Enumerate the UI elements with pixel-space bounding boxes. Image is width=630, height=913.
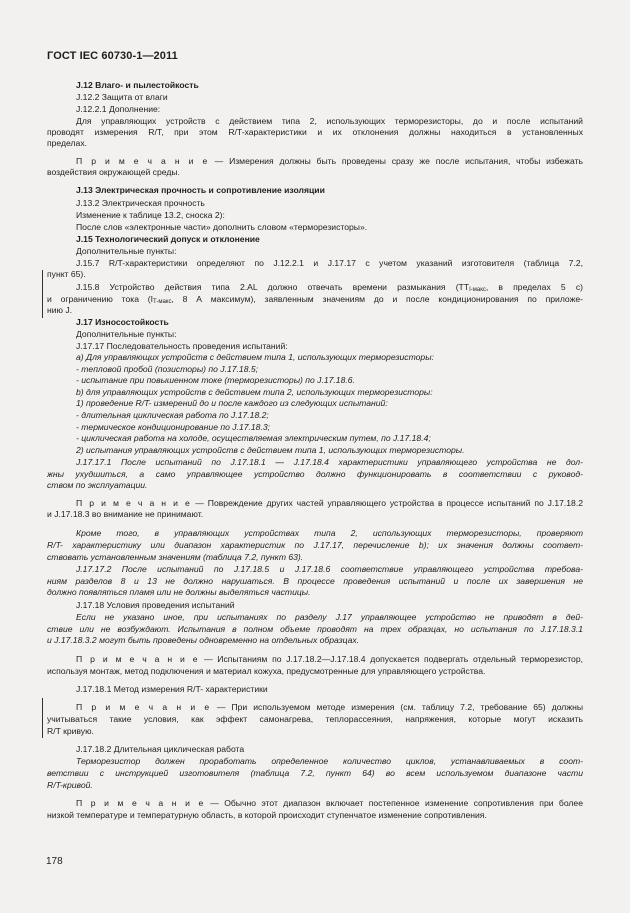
clause-heading: J.17.18.2 Длительная циклическая работа [76,744,245,754]
subsection-heading: J.13.2 Электрическая прочность [76,198,205,208]
text-span: , в пределах 5 с) [485,282,583,292]
text-line: и J.17.18.3.2 могут быть проведены одновременно на отдельных образцах. [47,635,360,645]
note-label: П р и м е ч а н и е [76,654,200,664]
note-line [76,654,583,665]
list-item: 2) испытания управляющих устройств с действием типа 1, использующих терморезисторы. [76,445,465,455]
clause-heading: J.12.2.1 Дополнение: [76,104,161,114]
note-label: П р и м е ч а н и е [76,798,205,808]
text-line: нию J. [47,305,73,315]
note-line [76,798,583,809]
note-text: — Обычно этот диапазон включает постепенное изменение сопротивления при более [204,798,583,808]
text-line: проводят измерения R/T, при этом R/T-характеристики и их отклонения должны находиться в установленных [47,127,583,137]
text-line: ветствии с инструкцией изготовителя (таблица 7.2, пункт 64) во всем используемом диапазоне части [47,768,583,778]
text-line: пункт 65). [47,269,86,279]
text-line: Дополнительные пункты: [76,246,177,256]
text-line: ством по эксплуатации. [47,480,148,490]
revision-bar [42,280,43,318]
subscript: T-макс [153,299,172,305]
section-heading: J.12 Влаго- и пылестойкость [76,80,199,90]
text-line: ствие или не возбуждают. Испытания в полном объеме проводят на трех образцах, но испытания по J.17.18.3.1 [47,624,583,634]
note-line [76,156,583,167]
document-header: ГОСТ IEC 60730-1—2011 [47,50,178,62]
text-line: и J.17.18.3 во внимание не принимают. [47,509,204,519]
clause-heading: J.17.17 Последовательность проведения испытаний: [76,341,288,351]
clause-heading: J.17.18 Условия проведения испытаний [76,600,235,610]
list-item: 1) проведение R/T- измерений до и после каждого из следующих испытаний: [76,398,388,408]
text-line: R/T-кривой. [47,780,93,790]
text-line: Дополнительные пункты: [76,329,177,339]
text-line: ствовать установленным значениям (таблица 7.2, пункт 63). [47,552,304,562]
text-line: воздействия окружающей среды. [47,167,180,177]
section-heading: J.15 Технологический допуск и отклонение [76,234,260,244]
text-line: Если не указано иное, при испытаниях по разделу J.17 управляющее устройство не приводят в дей- [76,612,583,622]
note-text: — Измерения должны быть проведены сразу же после испытания, чтобы избежать [208,156,583,166]
text-line: R/T кривую. [47,726,94,736]
revision-bar [42,698,43,738]
text-line: жны ухудшиться, а само управляющее устройство должно функционировать в соответствии с руковод- [47,469,583,479]
text-line: Терморезистор должен проработать определенное количество циклов, устанавливаемых в соот- [76,756,583,766]
note-label: П р и м е ч а н и е [76,156,209,166]
text-line [47,294,583,305]
text-line: пределах. [47,138,88,148]
list-item: - циклическая работа на холоде, осуществляемая электрическим путем, по J.17.18.4; [76,433,431,443]
text-line: низкой температуре и температурную область, в которой происходит ступенчатое изменение сопротивления. [47,810,487,820]
page-number: 178 [46,856,63,867]
note-text: — Повреждение других частей управляющего устройства в процессе испытаний по J.17.18.2 [191,498,584,508]
text-line: R/T- характеристику или диапазон характеристик по J.17.17, перечисление b); их значения должны соответ- [47,540,583,550]
text-line: используя монтаж, метод подключения и материал кожуха, предусмотренные для управляющего устройства. [47,666,486,676]
note-text: — Испытаниям по J.17.18.2—J.17.18.4 допускается подвергать отдельный терморезистор, [199,654,583,664]
text-line [76,282,583,293]
list-item: b) для управляющих устройств с действием типа 2, использующих терморезисторы: [76,387,433,397]
text-span: и ограничению тока (I [47,294,154,304]
note-label: П р и м е ч а н и е [76,702,211,712]
text-line: Изменение к таблице 13.2, сноска 2): [76,210,225,220]
clause-heading: J.17.18.1 Метод измерения R/T- характеристики [76,684,268,694]
subsection-heading: J.12.2 Защита от влаги [76,92,168,102]
list-item: - тепловой пробой (позисторы) по J.17.18.5; [76,364,259,374]
list-item: а) Для управляющих устройств с действием типа 1, использующих терморезисторы: [76,352,434,362]
text-line: После слов «электронные части» дополнить словом «терморезисторы». [76,222,368,232]
note-line [76,702,583,713]
text-span: J.15.8 Устройство действия типа 2.AL должно отвечать времени размыкания (TT [76,282,470,292]
text-line: Кроме того, в управляющих устройствах типа 2, использующих терморезисторы, проверяют [76,528,583,538]
text-line: должно появляться пламя или не должны выделяться частицы. [47,587,311,597]
note-label: П р и м е ч а н и е [76,498,192,508]
list-item: - длительная циклическая работа по J.17.18.2; [76,410,269,420]
text-line: ниям разделов 8 и 13 не должно нарушаться. В процессе проведения испытаний и после их завершения не [47,576,583,586]
text-line: J.17.17.2 После испытаний по J.17.18.5 и J.17.18.6 соответствие управляющего устройства требова- [76,564,583,574]
text-line: Для управляющих устройств с действием типа 2, использующих терморезисторы, до и после испытаний [76,116,583,126]
text-line: учитываться такие условия, как эффект самонагрева, теплорассеяния, напряжения, которые могут исказить [47,714,583,724]
section-heading: J.17 Износостойкость [76,317,169,327]
section-heading: J.13 Электрическая прочность и сопротивление изоляции [76,185,325,195]
text-line: J.17.17.1 После испытаний по J.17.18.1 — J.17.18.4 характеристики управляющего устройства не дол- [76,457,583,467]
text-line: J.15.7 R/T-характеристики определяют по J.12.2.1 и J.17.17 с учетом указаний изготовителя (таблица 7.2, [76,258,583,268]
note-text: — При используемом методе измерения (см. таблицу 7.2, требование 65) должны [210,702,583,712]
text-span: , 8 А максимум), заявленным значениям до и после кондиционирования по приложе- [171,294,584,304]
list-item: - испытание при повышенном токе (терморезисторы) по J.17.18.6. [76,375,355,385]
note-line [76,498,583,509]
list-item: - термическое кондиционирование по J.17.18.3; [76,422,271,432]
subscript: I-макс [469,287,486,293]
